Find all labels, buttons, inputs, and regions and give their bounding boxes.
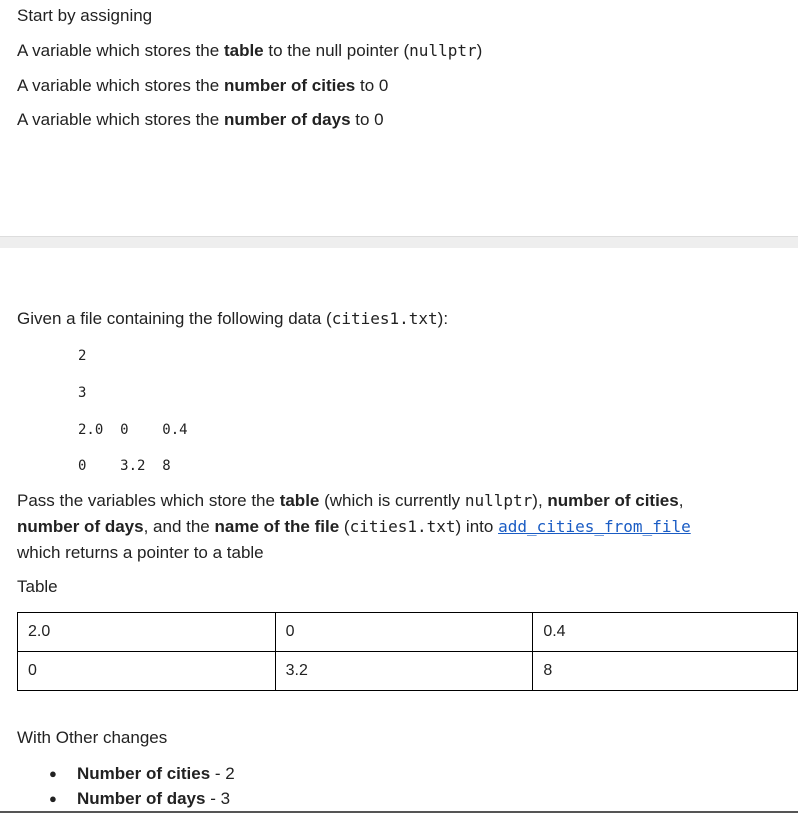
table-label: Table xyxy=(17,577,58,596)
section-separator xyxy=(0,236,798,248)
table-cell: 0.4 xyxy=(533,613,798,652)
file-data-line: 0 3.2 8 xyxy=(78,458,171,474)
table-cell: 0 xyxy=(275,613,533,652)
pass-line-3: which returns a pointer to a table xyxy=(17,543,264,562)
var-days-line: A variable which stores the number of days to 0 xyxy=(17,110,384,129)
table-cell: 2.0 xyxy=(18,613,276,652)
file-data-line: 3 xyxy=(78,385,87,401)
given-file-line: Given a file containing the following data (cities1.txt): xyxy=(17,309,449,328)
add-cities-from-file-link[interactable]: add_cities_from_file xyxy=(498,517,691,536)
file-data-line: 2.0 0 0.4 xyxy=(78,422,188,438)
table-row xyxy=(18,613,798,652)
list-item: ● Number of days - 3 xyxy=(77,786,235,811)
table-row xyxy=(18,652,798,691)
other-changes-heading: With Other changes xyxy=(17,728,168,747)
cities-table xyxy=(17,612,798,691)
var-cities-line: A variable which stores the number of cities to 0 xyxy=(17,76,389,95)
file-data-line: 2 xyxy=(78,348,87,364)
table-cell: 0 xyxy=(18,652,276,691)
table-cell: 3.2 xyxy=(275,652,533,691)
changes-list xyxy=(17,761,235,811)
var-table-line: A variable which stores the table to the null pointer (nullptr) xyxy=(17,41,483,60)
pass-line-2: number of days, and the name of the file (cities1.txt) into add_cities_from_file xyxy=(17,517,691,536)
pass-line-1: Pass the variables which store the table (which is currently nullptr), number of cities, xyxy=(17,491,684,510)
intro-heading: Start by assigning xyxy=(17,6,153,25)
list-item: ● Number of cities - 2 xyxy=(77,761,235,786)
table-cell: 8 xyxy=(533,652,798,691)
